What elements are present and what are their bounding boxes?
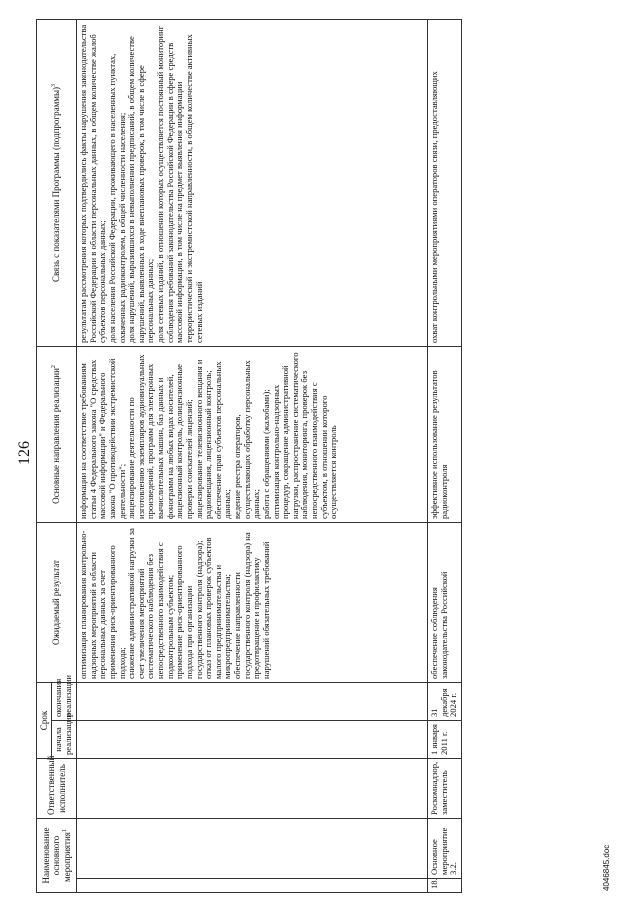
cell-name-empty [77,819,428,879]
header-directions [37,346,77,522]
cell-start-empty [77,721,428,759]
cell-measure-name: Основное мероприятие 3.2. [428,819,462,879]
table-row-18 [428,19,462,892]
header-term-start: начала реализации [52,721,77,759]
cell-directions: информации на соответствие требованиям статьи 4 Федерального закона "О средствах массовой информации" и Федерального закона "О противодействии экстремистской деятельности"; лицензирование деятельности по изготовлению экземпляров аудиовизуальных произведений, программ для электронных вычислительных машин, баз данных и фонограмм на любых видах носителей, лицензионный контроль, долицензионные проверки соискателей лицензий; лицензирование телевизионного вещания и радиовещания, лицензионный контроль; обеспечение прав субъектов персональных данных; ведение реестра операторов, осуществляющих обработку персональных данных; работа с обращениями (жалобами); оптимизация контрольно-надзорных процедур, сокращение административной нагрузки, распространение систематического наблюдения, мониторинга, проверок без непосредственного взаимодействия с субъектом, в отношении которого осуществляется контроль [77,346,428,522]
measures-table [36,19,462,893]
cell-num-empty [77,879,428,893]
header-measure-name [37,819,77,893]
header-directions-sup: 2 [51,365,58,369]
rotated-sheet [14,13,626,893]
cell-row-number: 18. [428,879,462,893]
cell-expected-result: оптимизация планирования контрольно-надзорных мероприятий в области персональных данных за счет применения риск-ориентированного подхода; снижение административной нагрузки за счет увеличения мероприятий систематического наблюдения без непосредственного взаимодействия с подконтрольным субъектом; применение риск-ориентированного подхода при организации государственного контроля (надзора); отказ от плановых проверок субъектов малого предпринимательства и микропредпринимательства; обеспечение направленности государственного контроля (надзора) на предотвращение и профилактику нарушений обязательных требований [77,522,428,682]
cell-exec-empty [77,759,428,819]
header-measure-name-text: Наименование основного мероприятия [41,827,72,884]
cell-term-end: 31 декабря 2024 г. [428,682,462,720]
table-row-continuation [77,19,428,892]
cell-program-link-18: охват контрольными мероприятиями операторов связи, предоставляющих [428,19,462,346]
header-expected-result: Ожидаемый результат [37,522,77,682]
cell-end-empty [77,682,428,720]
header-program-link-sup: 3 [51,83,58,87]
document-file-id: 4046845.doc [602,844,611,891]
header-directions-text: Основные направления реализации [51,368,62,504]
cell-executor: Роскомнадзор, заместитель [428,759,462,819]
page-number: 126 [16,441,33,465]
cell-program-link: результатам рассмотрения которых подтвердились факты нарушения законодательства Российской Федерации в области персональных данных, в общем количестве жалоб субъектов персональных данных; доля населения Российской Федерации, проживающего в населенных пунктах, охваченных радиоконтролем, в общей численности населения; доля нарушений, выразившихся в невыполнении предписаний, в общем количестве нарушений, выявленных в ходе внеплановых проверок, в том числе в сфере персональных данных; доля сетевых изданий, в отношении которых осуществляется постоянный мониторинг соблюдения требований законодательства Российской Федерации в сфере средств массовой информации, в том числе на предмет выявления информации террористической и экстремистской направленности, в общем количестве активных сетевых изданий [77,19,428,346]
cell-expected-result-18: обеспечение соблюдения законодательства Российской [428,522,462,682]
cell-term-start: 1 января 2011 г. [428,721,462,759]
header-program-link [37,19,77,346]
header-measure-name-sup: 1 [61,829,68,833]
header-term-end: окончания реализации [52,682,77,720]
cell-directions-18: эффективное использование результатов радиоконтроля [428,346,462,522]
header-program-link-text: Связь с показателями Программы (подпрограммы) [51,86,62,283]
header-term: Срок [37,682,52,758]
header-executor: Ответственный исполнитель [37,759,77,819]
